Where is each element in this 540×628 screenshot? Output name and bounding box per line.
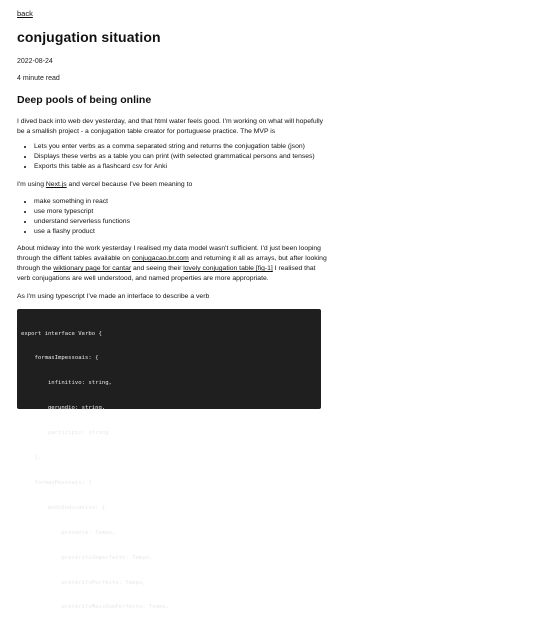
code-line: formasImpessoais: { <box>21 355 99 362</box>
back-link[interactable]: back <box>17 9 33 18</box>
stack-text-after: and vercel because I've been meaning to <box>66 181 193 188</box>
para-text: About midway into the work yesterday I realised my data model wasn't sufficient. I'd just been looping through the diffent tables available on <box>17 245 321 262</box>
code-line: gerundio: string, <box>21 405 106 412</box>
list-item: • use more typescript <box>34 207 130 217</box>
conjugation-table-link[interactable]: lovely conjugation table [fig-1] <box>183 265 273 272</box>
code-line: export interface Verbo { <box>21 330 102 337</box>
reasons-list <box>17 197 130 237</box>
list-item: • Displays these verbs as a table you can print (with selected grammatical persons and tenses) <box>34 152 315 162</box>
list-item: • use a flashy product <box>34 227 130 237</box>
code-line: formasPessoais: { <box>21 479 92 486</box>
stack-text-before: I'm using <box>17 181 46 188</box>
conjugacao-link[interactable]: conjugacao.br.com <box>131 255 189 262</box>
code-line: participio: string <box>21 430 109 437</box>
mvp-list <box>17 142 315 172</box>
section-heading: Deep pools of being online <box>17 94 152 106</box>
list-item: • Lets you enter verbs as a comma separated string and returns the conjugation table (json) <box>34 142 315 152</box>
code-line: pretéritoMaisQuePerfeito: Tempo, <box>21 604 170 611</box>
code-line: modoIndicativo: { <box>21 504 106 511</box>
post-date: 2022-08-24 <box>17 58 53 65</box>
para-text: I realised that verb conjugations are well understood, and named properties are more appropriate. <box>17 265 316 282</box>
list-item: • Exports this table as a flashcard csv for Anki <box>34 162 315 172</box>
intro-paragraph: I dived back into web dev yesterday, and that html water feels good. I'm working on what will hopefully be a smallish project - a conjugation table creator for portuguese practice. The MVP is <box>17 118 324 135</box>
code-line: presente: Tempo, <box>21 529 116 536</box>
code-line: }, <box>21 455 42 462</box>
para-text: and seeing their <box>131 265 184 272</box>
para-text: and returning it all as arrays, but after looking through the <box>17 255 327 272</box>
code-line: pretéritoPerfeito: Tempo, <box>21 579 146 586</box>
list-item: • understand serverless functions <box>34 217 130 227</box>
list-item: • make something in react <box>34 197 130 207</box>
code-line: infinitivo: string, <box>21 380 112 387</box>
wiktionary-link[interactable]: wiktionary page for cantar <box>53 265 132 272</box>
interface-paragraph: As I'm using typescript I've made an interface to describe a verb <box>17 293 210 300</box>
data-model-paragraph <box>17 244 327 284</box>
code-line: pretéritoImperfeito: Tempo, <box>21 554 153 561</box>
nextjs-link[interactable]: Next.js <box>45 181 67 188</box>
post-title: conjugation situation <box>17 29 161 45</box>
stack-paragraph <box>17 180 327 190</box>
read-time: 4 minute read <box>17 75 60 82</box>
code-block <box>17 309 321 611</box>
